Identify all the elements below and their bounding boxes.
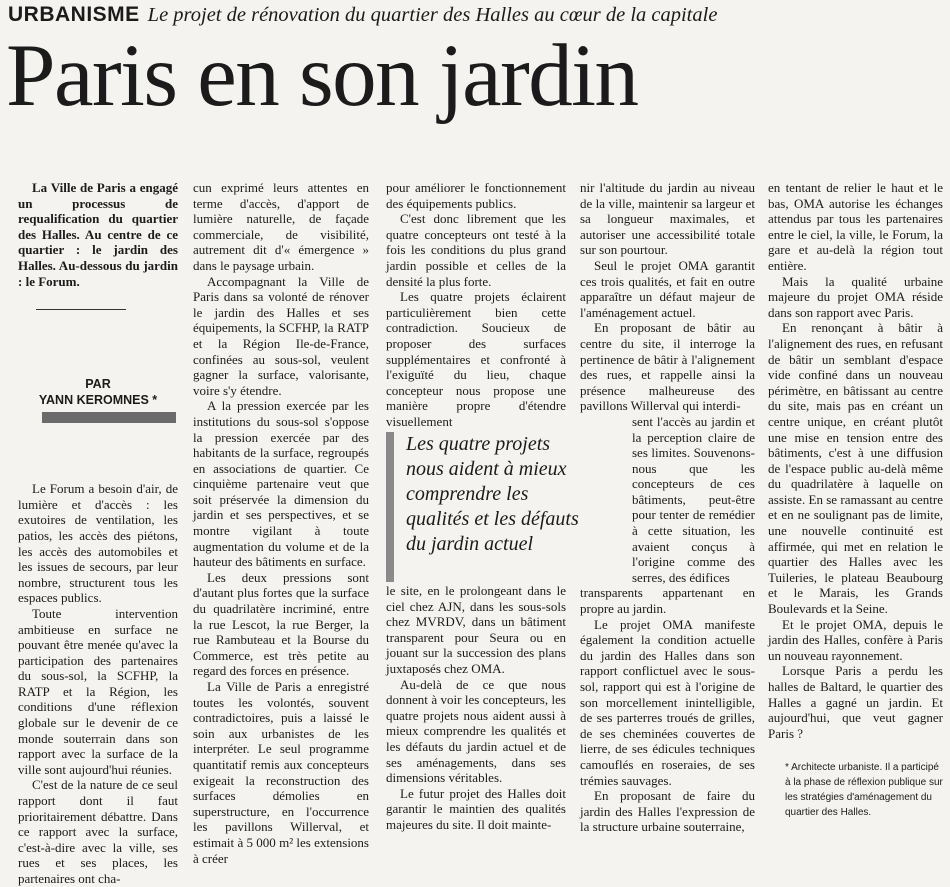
column-3-top bbox=[386, 180, 566, 428]
paragraph: Les quatre projets éclairent particulièrement bien cette contradiction. Soucieux de proposer des surfaces supplémentaires et confronté à l'exiguïté du lieu, chaque concepteur nous propose une manière propre d'étendre visuellement bbox=[386, 289, 566, 429]
column-3-bottom bbox=[386, 583, 566, 833]
rubric: URBANISME bbox=[8, 3, 140, 26]
subtitle: Le projet de rénovation du quartier des Halles au cœur de la capitale bbox=[147, 4, 718, 26]
column-4 bbox=[580, 180, 755, 835]
byline-author: YANN KEROMNES * bbox=[38, 393, 158, 408]
column-2 bbox=[193, 180, 369, 866]
paragraph: Seul le projet OMA garantit ces trois qualités, et fait en outre apparaître un défaut majeur de l'aménagement actuel. bbox=[580, 257, 755, 320]
paragraph: A la pression exercée par les institutions du sous-sol s'oppose la pression exercée par des habitants de la surface, regroupés en associations de quartier. Ce cinquième partenaire veut que soit préservée la dimension du jardin et ses perspectives, et se montre vigilant à toute augmentation du volume et de la hauteur des bâtiments en surface. bbox=[193, 398, 369, 570]
paragraph: transparents appartenant en propre au jardin. bbox=[580, 585, 755, 617]
paragraph: C'est donc librement que les quatre concepteurs ont testé à la fois les conditions du plus grand jardin possible et celles de la densité la plus forte. bbox=[386, 211, 566, 289]
paragraph: nir l'altitude du jardin au niveau de la ville, maintenir sa largeur et sa longueur maximales, et autoriser une accessibilité totale sur son pourtour. bbox=[580, 180, 755, 258]
paragraph: sent l'accès au jardin et la perception claire de ses limites. Souvenons-nous que les concepteurs de ces bâtiments, peut-être pour tenter de remédier à cette situation, les avaient conçus à l'origine comme des serres, des édifices bbox=[632, 413, 755, 585]
paragraph: cun exprimé leurs attentes en terme d'accès, d'apport de lumière naturelle, de façade commerciale, de visibilité, autrement dit d'« émergence » dans le paysage urbain. bbox=[193, 180, 369, 273]
paragraph: Toute intervention ambitieuse en surface ne pouvant être menée qu'avec la participation des partenaires du sous-sol, la SCFHP, la RATP et la Région, les conditions d'une réflexion globale sur le devenir de ce monde souterrain dans son rapport avec la surface de la ville sont aujourd'hui réunies. bbox=[18, 605, 178, 777]
lead-paragraph: La Ville de Paris a engagé un processus de requalification du quartier des Halles. Au centre de ce quartier : le jardin des Halles. Au-dessous du jardin : le Forum. bbox=[18, 180, 178, 289]
column-4-indented bbox=[580, 414, 755, 586]
column-5 bbox=[768, 180, 943, 830]
pull-quote: Les quatre projets nous aident à mieux comprendre les qualités et les défauts du jardin actuel bbox=[386, 432, 584, 582]
paragraph: Le projet OMA manifeste également la condition actuelle du jardin des Halles dans son rapport conflictuel avec le sous-sol, rapport qui est à l'origine de son morcellement inintelligible, de ses parterres troués de grilles, de ses cheminées couvertes de lierre, de ses édicules techniques camouflés en roseraies, de ses trémies sauvages. bbox=[580, 616, 755, 788]
byline-par: PAR bbox=[85, 377, 111, 392]
column-1 bbox=[18, 180, 178, 886]
paragraph: En renonçant à bâtir à l'alignement des rues, en refusant de bâtir un semblant d'espace vide confiné dans un nouveau périmètre, en bâtissant au centre du site, mais pas en créant un centre unique, en créant plutôt une mise en tension entre des bâtiments, c'est à une diffusion de l'espace public au-delà même du quadrilatère à laquelle on assiste. En se ramassant au centre et en ne soulignant pas de limite, une nouvelle continuité est affirmée, qui met en relation le quartier des Halles avec les Tuileries, le plateau Beaubourg et le Marais, les Grands Boulevards et la Seine. bbox=[768, 320, 943, 617]
column-4-top bbox=[580, 180, 755, 414]
divider bbox=[36, 309, 126, 310]
paragraph: Mais la qualité urbaine majeure du projet OMA réside dans son rapport avec Paris. bbox=[768, 273, 943, 320]
paragraph: Les deux pressions sont d'autant plus fortes que la surface du quadrilatère incriminé, entre la rue Lescot, la rue Berger, la rue Rambuteau et la Bourse du Commerce, est très petite au regard des forces en présence. bbox=[193, 569, 369, 679]
column-4-bottom bbox=[580, 585, 755, 835]
author-footnote: * Architecte urbaniste. Il a participé à la phase de réflexion publique sur les stratégies d'aménagement du quartier des Halles. bbox=[785, 760, 945, 820]
paragraph: Lorsque Paris a perdu les halles de Baltard, le quartier des Halles a gagné un jardin. Et aujourd'hui, que veut gagner Paris ? bbox=[768, 663, 943, 741]
paragraph: Au-delà de ce que nous donnent à voir les concepteurs, les quatre projets nous aident aussi à mieux comprendre les qualités et les défauts du jardin actuel et de ses aménagements, dans ses dimensions véritables. bbox=[386, 676, 566, 786]
paragraph: Le Forum a besoin d'air, de lumière et d'accès : les exutoires de ventilation, les patios, les accès des piétons, les accès des automobiles et les issues de secours, par leur nombre, structurent tous les espaces publics. bbox=[18, 481, 178, 606]
paragraph: La Ville de Paris a enregistré toutes les volontés, souvent contradictoires, puis a laissé le soin aux urbanistes de les interpréter. Le seul programme quantitatif remis aux concepteurs exigeait la reconstruction des surfaces démolies en superstructure, en l'occurrence les pavillons Willerval, et estimait à 5 000 m² les extensions à créer bbox=[193, 679, 369, 866]
paragraph: Et le projet OMA, depuis le jardin des Halles, confère à Paris un nouveau rayonnement. bbox=[768, 616, 943, 663]
paragraph: en tentant de relier le haut et le bas, OMA autorise les échanges attendus par tous les partenaires entre le ciel, la ville, le Forum, la gare et au-delà la région tout entière. bbox=[768, 180, 943, 273]
paragraph: pour améliorer le fonctionnement des équipements publics. bbox=[386, 180, 566, 211]
paragraph: Le futur projet des Halles doit garantir le maintien des qualités majeures du site. Il doit mainte- bbox=[386, 785, 566, 832]
byline-bar bbox=[42, 412, 176, 423]
paragraph: En proposant de bâtir au centre du site, il interroge la pertinence de bâtir à l'alignement des rues, et rappelle ainsi la présence malheureuse des pavillons Willerval qui interdi- bbox=[580, 320, 755, 414]
paragraph: En proposant de faire du jardin des Halles l'expression de la structure urbaine souterraine, bbox=[580, 788, 755, 835]
paragraph: C'est de la nature de ce seul rapport dont il faut prioritairement débattre. Dans ce rapport avec la surface, c'est-à-dire avec la ville, ses rues et ses places, les partenaires ont cha- bbox=[18, 777, 178, 886]
byline bbox=[18, 376, 178, 408]
paragraph: le site, en le prolongeant dans le ciel chez AJN, dans les sous-sols chez MVRDV, dans un bâtiment transparent pour Seura ou en jouant sur la succession des plans juxtaposés chez OMA. bbox=[386, 583, 566, 676]
headline: Paris en son jardin bbox=[6, 27, 638, 125]
column-1-body bbox=[18, 481, 178, 886]
paragraph: Accompagnant la Ville de Paris dans sa volonté de rénover le jardin des Halles et ses équipements, la SCFHP, la RATP et la Région Ile-de-France, confinées au sous-sol, veulent gagner la surface, valorisante, voire s'y étendre. bbox=[193, 273, 369, 398]
